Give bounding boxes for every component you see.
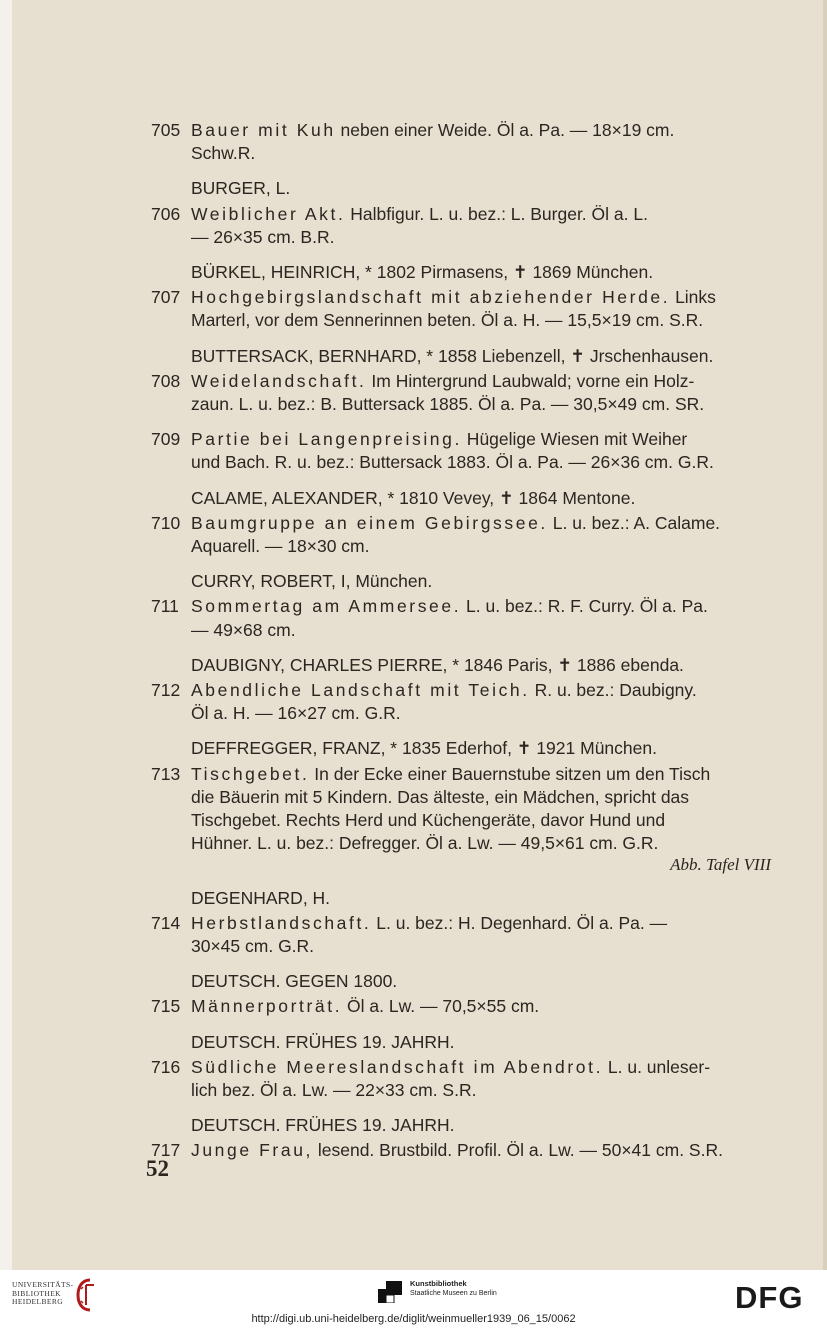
entry-text: R. u. bez.: Daubigny. — [529, 680, 697, 700]
entry-text: neben einer Weide. Öl a. Pa. — 18×19 cm. — [335, 120, 675, 140]
artwork-title: Weiblicher Akt. — [191, 203, 346, 224]
entry-line — [191, 428, 687, 450]
entry-line — [191, 1139, 723, 1161]
lot-number: 714 — [151, 912, 181, 933]
artist-heading: DEUTSCH. FRÜHES 19. JAHRH. — [191, 1115, 455, 1136]
artwork-title: Männerporträt. — [191, 996, 343, 1017]
entry-text: die Bäuerin mit 5 Kindern. Das älteste, ein Mädchen, spricht das — [191, 786, 690, 807]
artwork-title: Sommertag am Ammersee. — [191, 596, 462, 617]
entry-text: — 49×68 cm. — [191, 619, 296, 640]
artist-heading: DAUBIGNY, CHARLES PIERRE, * 1846 Paris, ✝ 1886 ebenda. — [191, 654, 684, 675]
entry-text: — 26×35 cm. B.R. — [191, 226, 335, 247]
university-line-1: UNIVERSITÄTS- — [12, 1280, 74, 1289]
entry-line — [191, 393, 704, 415]
artwork-title: Junge Frau, — [191, 1140, 313, 1161]
lot-number: 705 — [151, 120, 181, 140]
entry-text: L. u. bez.: R. F. Curry. Öl a. Pa. — [461, 596, 708, 617]
lot-number: 708 — [151, 370, 181, 391]
entry-line — [191, 619, 296, 641]
entry-line — [191, 203, 648, 225]
entry-line — [191, 1079, 476, 1101]
lot-number: 707 — [151, 287, 181, 308]
entry-line — [191, 995, 539, 1017]
artwork-title: Weidelandschaft. — [191, 370, 367, 391]
lot-number: 711 — [151, 596, 179, 617]
artwork-title: Hochgebirgslandschaft mit abziehender Herde. — [191, 287, 671, 308]
entry-line — [191, 1056, 710, 1078]
entry-text: L. u. unleser- — [603, 1056, 711, 1077]
entry-line — [191, 935, 314, 957]
entry-line — [191, 763, 710, 785]
kunstbibliothek-title: Kunstbibliothek — [410, 1279, 467, 1288]
entry-text: Öl a. Lw. — 70,5×55 cm. — [342, 996, 540, 1017]
lot-number: 716 — [151, 1056, 181, 1077]
entry-text: zaun. L. u. bez.: B. Buttersack 1885. Öl a. Pa. — 30,5×49 cm. SR. — [191, 394, 705, 414]
artwork-title: Partie bei Langenpreising. — [191, 429, 462, 450]
lot-number: 710 — [151, 512, 181, 533]
artist-heading: BÜRKEL, HEINRICH, * 1802 Pirmasens, ✝ 1869 München. — [191, 262, 654, 282]
entry-line — [191, 809, 665, 831]
entry-text: und Bach. R. u. bez.: Buttersack 1883. Öl a. Pa. — 26×36 cm. G.R. — [191, 452, 714, 473]
permalink-url[interactable]: http://digi.ub.uni-heidelberg.de/diglit/weinmueller1939_06_15/0062 — [251, 1313, 576, 1325]
entry-line — [191, 679, 697, 701]
artist-heading: BUTTERSACK, BERNHARD, * 1858 Liebenzell, ✝ Jrschenhausen. — [191, 345, 714, 366]
entry-line — [191, 512, 720, 534]
artist-heading: DEUTSCH. FRÜHES 19. JAHRH. — [191, 1031, 455, 1052]
entry-text: L. u. bez.: A. Calame. — [547, 512, 721, 533]
artwork-title: Südliche Meereslandschaft im Abendrot. — [191, 1056, 604, 1077]
entry-line — [191, 451, 714, 473]
dfg-logo: DFG — [735, 1280, 804, 1315]
entry-text: Schw.R. — [191, 143, 256, 164]
lot-number: 712 — [151, 680, 181, 700]
lot-number: 717 — [151, 1140, 181, 1161]
artwork-title: Tischgebet. — [191, 763, 310, 784]
entry-text: Tischgebet. Rechts Herd und Küchengeräte, davor Hund und — [191, 810, 666, 830]
entry-text: In der Ecke einer Bauernstube sitzen um den Tisch — [309, 763, 711, 784]
lot-number: 713 — [151, 763, 181, 784]
entry-line — [191, 142, 255, 164]
artwork-title: Bauer mit Kuh — [191, 120, 336, 140]
entry-text: L. u. bez.: H. Degenhard. Öl a. Pa. — — [371, 912, 668, 933]
entry-text: lesend. Brustbild. Profil. Öl a. Lw. — 50×41 cm. S.R. — [313, 1140, 723, 1161]
entry-line — [191, 912, 667, 934]
artist-heading: DEFFREGGER, FRANZ, * 1835 Ederhof, ✝ 1921 München. — [191, 738, 657, 759]
entry-line — [191, 370, 694, 392]
kunstbibliothek-logo-icon — [378, 1281, 402, 1303]
entry-text: 30×45 cm. G.R. — [191, 936, 315, 956]
page-number: 52 — [146, 1156, 169, 1181]
lot-number: 706 — [151, 203, 181, 224]
entry-line — [191, 832, 658, 854]
entry-text: Marterl, vor dem Sennerinnen beten. Öl a. H. — 15,5×19 cm. S.R. — [191, 310, 704, 331]
entry-line — [191, 286, 716, 308]
entry-line — [191, 309, 703, 331]
entry-text: Hühner. L. u. bez.: Defregger. Öl a. Lw. — 49,5×61 cm. G.R. — [191, 833, 659, 854]
university-line-2: BIBLIOTHEK — [12, 1288, 61, 1298]
university-library-label — [12, 1281, 73, 1307]
entry-line — [191, 702, 401, 724]
artist-heading: CURRY, ROBERT, I, München. — [191, 571, 433, 592]
kunstbibliothek-label — [410, 1279, 497, 1298]
university-logo-icon — [74, 1277, 100, 1313]
entry-line — [191, 535, 370, 557]
university-line-3: HEIDELBERG — [12, 1297, 64, 1306]
entry-text: Öl a. H. — 16×27 cm. G.R. — [191, 703, 401, 724]
entry-text: Links — [670, 287, 716, 308]
lot-number: 709 — [151, 429, 181, 450]
artwork-title: Abendliche Landschaft mit Teich. — [191, 680, 530, 700]
entry-text: Halbfigur. L. u. bez.: L. Burger. Öl a. L. — [345, 203, 648, 224]
kunstbibliothek-subtitle: Staatliche Museen zu Berlin — [410, 1290, 497, 1297]
entry-text: lich bez. Öl a. Lw. — 22×33 cm. S.R. — [191, 1080, 477, 1100]
entry-line — [191, 786, 689, 808]
entry-text: Aquarell. — 18×30 cm. — [191, 536, 370, 556]
artwork-title: Baumgruppe an einem Gebirgssee. — [191, 512, 548, 533]
entry-line — [191, 119, 674, 141]
artist-heading: BURGER, L. — [191, 178, 291, 199]
lot-number: 715 — [151, 996, 181, 1017]
artist-heading: DEGENHARD, H. — [191, 887, 331, 908]
plate-reference: Abb. Tafel VIII — [670, 855, 771, 875]
artist-heading: DEUTSCH. GEGEN 1800. — [191, 971, 398, 992]
entry-text: Im Hintergrund Laubwald; vorne ein Holz- — [366, 370, 695, 391]
artist-heading: CALAME, ALEXANDER, * 1810 Vevey, ✝ 1864 Mentone. — [191, 487, 636, 508]
artwork-title: Herbstlandschaft. — [191, 912, 372, 933]
entry-text: Hügelige Wiesen mit Weiher — [461, 429, 688, 450]
entry-line — [191, 226, 334, 248]
entry-line — [191, 595, 708, 617]
